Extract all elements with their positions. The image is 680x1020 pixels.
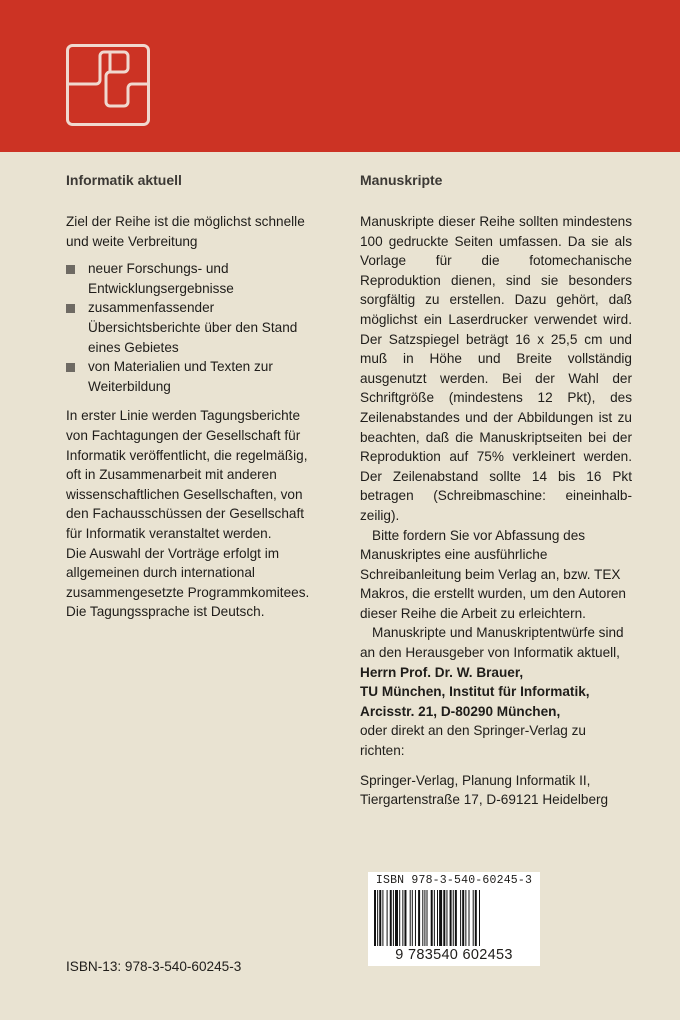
springer-informatik-logo-icon: [66, 44, 150, 126]
barcode-bar: [462, 890, 464, 946]
selection-text: Die Auswahl der Vorträge erfolgt im allgemeinen durch international zusammengesetzte Programmkomitees.: [66, 545, 310, 600]
barcode-bar: [479, 890, 480, 946]
barcode-bar: [395, 890, 398, 946]
top-color-band: [0, 0, 680, 152]
publisher-line-1: Springer-Verlag, Planung Informatik II,: [360, 772, 591, 788]
barcode-bar: [455, 890, 457, 946]
left-column: [66, 170, 316, 622]
bullet-square-icon: [66, 363, 75, 372]
list-item: von Materialien und Texten zur Weiterbildung: [66, 357, 316, 396]
right-column: [360, 170, 632, 810]
barcode-bar: [393, 890, 394, 946]
barcode-bar: [390, 890, 392, 946]
barcode-bar: [446, 890, 447, 946]
list-item: zusammenfassender Übersichtsberichte über den Stand eines Gebietes: [66, 298, 316, 357]
submission-text: Manuskripte und Manuskriptentwürfe sind an den Herausgeber von Informatik aktuell,: [360, 625, 624, 661]
barcode-bar: [469, 890, 470, 946]
manuscript-guidelines: Bitte fordern Sie vor Abfassung des Manuskriptes eine ausführliche Schreibanleitung beim Verlag an, bzw. TEX Makros, die erstellt wurden, um den Autoren dieser Reihe die Arbeit zu erleichtern.: [360, 527, 626, 621]
barcode-bar: [379, 890, 381, 946]
barcode-bar: [437, 890, 438, 946]
barcode-bar: [434, 890, 435, 946]
barcode-bar: [475, 890, 477, 946]
barcode-bar: [374, 890, 376, 946]
barcode-bar: [450, 890, 452, 946]
barcode-bar: [418, 890, 420, 946]
list-item: neuer Forschungs- und Entwicklungsergebnisse: [66, 259, 316, 298]
barcode-bar: [412, 890, 413, 946]
barcode-bar: [382, 890, 383, 946]
barcode-number: 9 783540 602453: [395, 947, 513, 963]
barcode-bar: [431, 890, 433, 946]
isbn-13: ISBN-13: 978-3-540-60245-3: [66, 959, 242, 974]
goal-list: [66, 259, 316, 396]
barcode-bar: [439, 890, 442, 946]
publisher-line-2: Tiergartenstraße 17, D-69121 Heidelberg: [360, 792, 609, 808]
barcode-bar: [387, 890, 388, 946]
manuscripts-heading: Manuskripte: [360, 172, 443, 188]
language-text: Die Tagungssprache ist Deutsch.: [66, 604, 265, 620]
barcode-bar: [402, 890, 403, 946]
barcode-bar: [443, 890, 445, 946]
barcode-bar: [473, 890, 474, 946]
barcode-bars: [372, 890, 536, 946]
barcode-bar: [415, 890, 416, 946]
manuscript-requirements: Manuskripte dieser Reihe sollten mindestens 100 gedruckte Seiten umfassen. Da sie als Vorlage für die fotomechanische Reproduktion dienen, sind sie besonders sorgfältig zu erstellen. Dazu gehört, daß möglichst ein Laserdrucker verwendet wird. Der Satzspiegel beträgt 16 x 25,5 cm und muß in Höhe und Breite vollständig ausgenutzt werden. Bei der Wahl der Schriftgröße (mindestens 12 Pkt), des Zeilenabstandes und der Abbildungen ist zu beachten, daß die Manuskriptseiten bei der Reproduktion auf 75% verkleinert werden. Der Zeilenabstand sollte 14 bis 16 Pkt betragen (Schreibmaschine: eineinhalb-zeilig).: [360, 214, 632, 523]
barcode-bar: [453, 890, 454, 946]
series-description: In erster Linie werden Tagungsberichte von Fachtagungen der Gesellschaft für Informatik veröffentlicht, die regelmäßig, oft in Zusammenarbeit mit anderen wissenschaftlichen Gesellschaften, von den Fachausschüssen der Gesellschaft für Informatik veranstaltet werden.: [66, 408, 308, 541]
bullet-square-icon: [66, 265, 75, 274]
barcode-bar: [410, 890, 411, 946]
address-line-2: TU München, Institut für Informatik,: [360, 684, 590, 700]
barcode-bar: [422, 890, 423, 946]
barcode-bar: [427, 890, 428, 946]
barcode: [368, 872, 540, 966]
barcode-bar: [465, 890, 466, 946]
address-line-3: Arcisstr. 21, D-80290 München,: [360, 703, 561, 719]
alternative-text: oder direkt an den Springer-Verlag zu richten:: [360, 723, 586, 759]
barcode-bar: [424, 890, 425, 946]
barcode-bar: [399, 890, 400, 946]
barcode-bar: [460, 890, 461, 946]
bullet-square-icon: [66, 304, 75, 313]
barcode-bar: [404, 890, 406, 946]
series-intro: Ziel der Reihe ist die möglichst schnelle und weite Verbreitung: [66, 214, 305, 249]
barcode-bar: [377, 890, 378, 946]
series-heading: Informatik aktuell: [66, 172, 182, 188]
address-line-1: Herrn Prof. Dr. W. Brauer,: [360, 664, 524, 680]
barcode-isbn-label: ISBN 978-3-540-60245-3: [375, 874, 533, 887]
